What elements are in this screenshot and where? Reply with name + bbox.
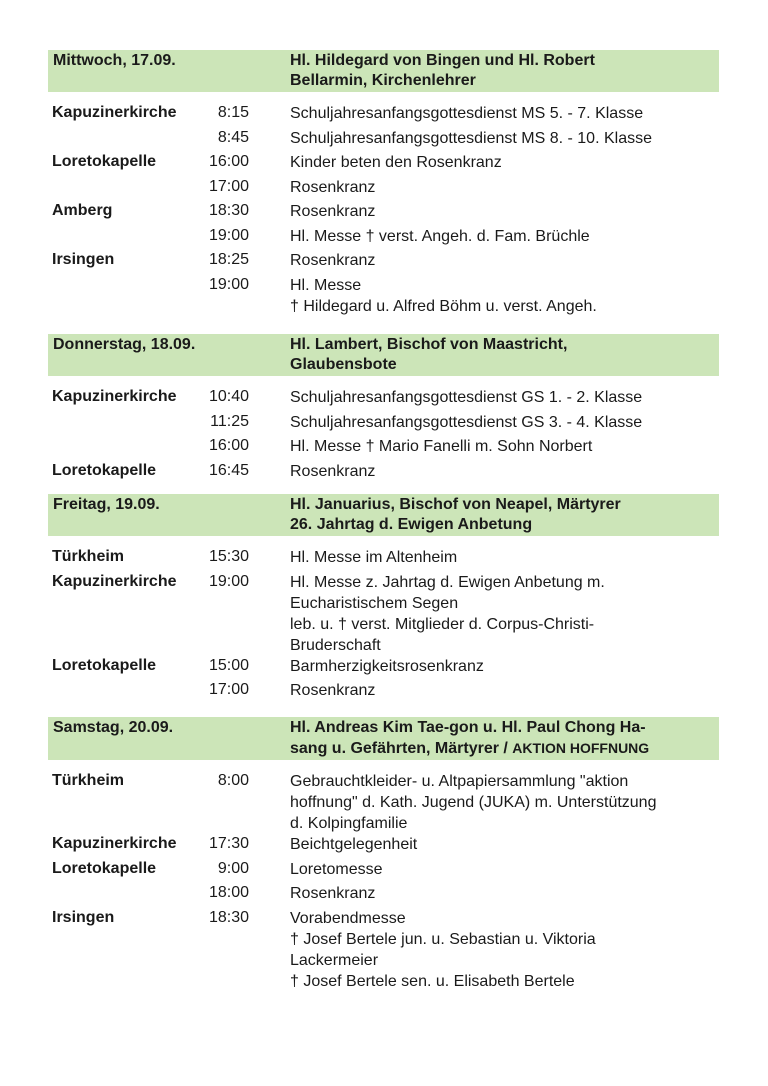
entry-description — [290, 572, 719, 656]
entry-description — [290, 834, 719, 855]
feast-text: Bellarmin, Kirchenlehrer — [290, 72, 476, 89]
schedule-entry — [48, 250, 719, 275]
schedule-entry — [48, 412, 719, 437]
entry-time: 18:30 — [208, 908, 249, 926]
feast-extra: AKTION HOFFNUNG — [512, 740, 650, 756]
schedule-entry — [48, 177, 719, 202]
description-line: Hl. Messe † verst. Angeh. d. Fam. Brüchle — [290, 227, 590, 245]
entry-place: Irsingen — [52, 908, 115, 926]
day-date: Mittwoch, 17.09. — [53, 52, 176, 69]
entry-time: 8:00 — [217, 772, 249, 789]
entry-time: 16:45 — [208, 461, 249, 479]
description-line: Hl. Messe z. Jahrtag d. Ewigen Anbetung m. — [290, 573, 605, 591]
feast-line — [290, 51, 711, 71]
entry-time: 8:45 — [217, 128, 249, 146]
entry-description — [290, 226, 719, 247]
description-line: Barmherzigkeitsrosenkranz — [290, 657, 484, 675]
description-line: d. Kolpingfamilie — [290, 815, 408, 832]
description-line: Hl. Messe im Altenheim — [290, 549, 458, 566]
feast-title — [290, 495, 719, 535]
entry-place: Loretokapelle — [52, 656, 157, 674]
day-date: Freitag, 19.09. — [53, 496, 160, 513]
entry-place: Kapuzinerkirche — [52, 104, 177, 121]
day-section — [48, 717, 719, 992]
day-date: Samstag, 20.09. — [53, 719, 174, 736]
entry-time: 18:25 — [208, 251, 249, 268]
entry-description — [290, 250, 719, 271]
description-line: Hl. Messe — [290, 276, 362, 294]
description-line: Schuljahresanfangsgottesdienst MS 8. - 10. Klasse — [290, 129, 652, 147]
schedule-entry — [48, 275, 719, 317]
entry-time: 18:30 — [208, 202, 249, 219]
entry-time: 19:00 — [208, 275, 249, 293]
entry-description — [290, 103, 719, 124]
schedule-entry — [48, 201, 719, 226]
description-line: Kinder beten den Rosenkranz — [290, 154, 502, 171]
feast-line — [290, 335, 711, 355]
day-section — [48, 50, 719, 317]
entry-description — [290, 680, 719, 701]
entry-time: 17:00 — [208, 681, 249, 698]
schedule-entry — [48, 859, 719, 884]
entry-place: Türkheim — [52, 772, 125, 789]
description-line: Schuljahresanfangsgottesdienst MS 5. - 7. Klasse — [290, 105, 644, 122]
entry-list — [48, 547, 719, 705]
description-line: Bruderschaft — [290, 636, 381, 654]
day-date: Donnerstag, 18.09. — [53, 336, 196, 353]
feast-text: Hl. Hildegard von Bingen und Hl. Robert — [290, 52, 595, 69]
feast-text: Hl. Januarius, Bischof von Neapel, Märtyrer — [290, 496, 621, 513]
schedule-entry — [48, 436, 719, 461]
feast-title — [290, 335, 719, 375]
day-header — [48, 334, 719, 376]
entry-time: 9:00 — [217, 859, 249, 877]
entry-description — [290, 461, 719, 482]
schedule-entry — [48, 908, 719, 992]
feast-text: Hl. Andreas Kim Tae-gon u. Hl. Paul Chong Ha- — [290, 719, 646, 736]
schedule-entry — [48, 128, 719, 153]
entry-description — [290, 201, 719, 222]
schedule-entry — [48, 883, 719, 908]
description-line: Beichtgelegenheit — [290, 836, 418, 853]
description-line: † Josef Bertele jun. u. Sebastian u. Viktoria — [290, 930, 596, 948]
day-section — [48, 494, 719, 705]
description-line: Lackermeier — [290, 951, 379, 969]
description-line: leb. u. † verst. Mitglieder d. Corpus-Christi- — [290, 615, 595, 633]
description-line: Rosenkranz — [290, 203, 376, 220]
feast-line — [290, 738, 711, 759]
entry-place: Amberg — [52, 202, 113, 219]
schedule-entry — [48, 547, 719, 572]
entry-time: 10:40 — [208, 388, 249, 405]
description-line: Gebrauchtkleider- u. Altpapiersammlung "aktion — [290, 773, 629, 790]
entry-description — [290, 771, 719, 834]
schedule-entry — [48, 103, 719, 128]
description-line: Rosenkranz — [290, 885, 376, 902]
entry-time: 19:00 — [208, 226, 249, 244]
description-line: Rosenkranz — [290, 682, 376, 699]
entry-description — [290, 436, 719, 457]
schedule-entry — [48, 226, 719, 251]
description-line: Schuljahresanfangsgottesdienst GS 1. - 2. Klasse — [290, 389, 643, 406]
entry-description — [290, 128, 719, 149]
feast-text: 26. Jahrtag d. Ewigen Anbetung — [290, 516, 533, 533]
entry-description — [290, 275, 719, 317]
schedule-entry — [48, 152, 719, 177]
schedule-entry — [48, 461, 719, 486]
schedule-entry — [48, 834, 719, 859]
entry-description — [290, 547, 719, 568]
entry-time: 19:00 — [208, 572, 249, 590]
schedule-entry — [48, 656, 719, 681]
description-line: Rosenkranz — [290, 462, 376, 480]
feast-text: Hl. Lambert, Bischof von Maastricht, — [290, 336, 568, 353]
entry-time: 11:25 — [210, 412, 249, 430]
description-line: † Hildegard u. Alfred Böhm u. verst. Angeh. — [290, 297, 597, 315]
entry-time: 16:00 — [208, 153, 249, 170]
schedule-entry — [48, 680, 719, 705]
description-line: † Josef Bertele sen. u. Elisabeth Bertele — [290, 972, 575, 990]
entry-place: Irsingen — [52, 251, 115, 268]
entry-description — [290, 908, 719, 992]
day-header — [48, 494, 719, 536]
entry-description — [290, 656, 719, 677]
entry-place: Kapuzinerkirche — [52, 388, 177, 405]
entry-place: Kapuzinerkirche — [52, 835, 177, 852]
entry-place: Loretokapelle — [52, 153, 157, 170]
entry-time: 18:00 — [208, 884, 249, 901]
entry-time: 8:15 — [217, 104, 249, 121]
feast-line — [290, 71, 711, 91]
schedule-entry — [48, 572, 719, 656]
schedule-entry — [48, 771, 719, 834]
feast-title — [290, 51, 719, 91]
day-section — [48, 334, 719, 485]
feast-text: sang u. Gefährten, Märtyrer / — [290, 740, 508, 757]
entry-description — [290, 412, 719, 433]
entry-time: 15:00 — [208, 656, 249, 674]
feast-text: Glaubensbote — [290, 356, 397, 373]
entry-time: 17:00 — [208, 177, 249, 195]
description-line: Rosenkranz — [290, 252, 376, 269]
feast-line — [290, 718, 711, 738]
schedule-entry — [48, 387, 719, 412]
description-line: Vorabendmesse — [290, 909, 406, 927]
description-line: Schuljahresanfangsgottesdienst GS 3. - 4. Klasse — [290, 413, 643, 431]
entry-list — [48, 771, 719, 992]
entry-place: Loretokapelle — [52, 461, 157, 479]
day-header — [48, 717, 719, 760]
description-line: Rosenkranz — [290, 178, 376, 196]
description-line: hoffnung" d. Kath. Jugend (JUKA) m. Unterstützung — [290, 794, 657, 811]
entry-place: Türkheim — [52, 548, 125, 565]
feast-title — [290, 718, 719, 759]
entry-time: 16:00 — [208, 437, 249, 454]
entry-place: Kapuzinerkirche — [52, 572, 177, 590]
feast-line — [290, 495, 711, 515]
entry-time: 15:30 — [208, 548, 249, 565]
description-line: Eucharistischem Segen — [290, 594, 459, 612]
entry-description — [290, 387, 719, 408]
entry-list — [48, 103, 719, 317]
feast-line — [290, 515, 711, 535]
entry-description — [290, 883, 719, 904]
entry-list — [48, 387, 719, 485]
description-line: Loretomesse — [290, 860, 383, 878]
entry-description — [290, 859, 719, 880]
day-header — [48, 50, 719, 92]
entry-description — [290, 177, 719, 198]
entry-description — [290, 152, 719, 173]
feast-line — [290, 355, 711, 375]
description-line: Hl. Messe † Mario Fanelli m. Sohn Norbert — [290, 438, 593, 455]
entry-place: Loretokapelle — [52, 859, 157, 877]
entry-time: 17:30 — [208, 835, 249, 852]
